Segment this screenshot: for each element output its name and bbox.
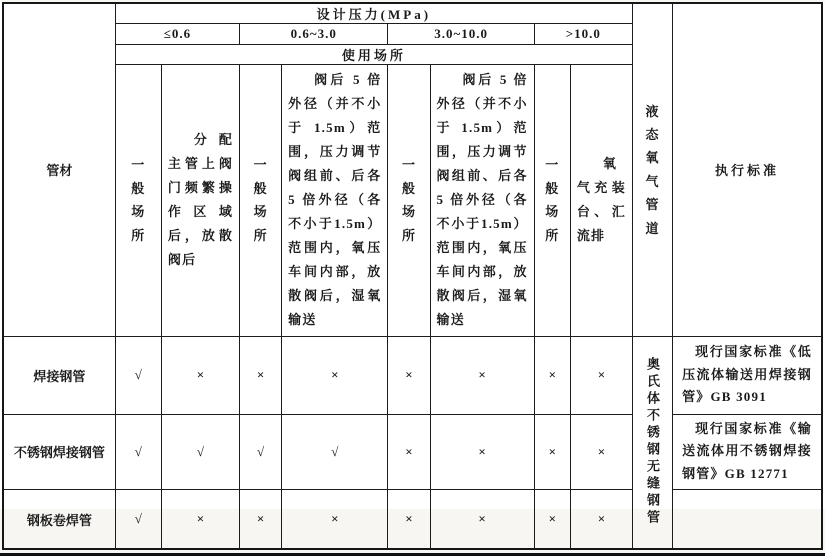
mark-cell: ×	[240, 489, 282, 549]
mark-cell: ×	[534, 489, 570, 549]
standard-cell	[673, 414, 822, 489]
mark-cell: ×	[430, 414, 534, 489]
liquid-oxygen-pipe-label: 液态氧气管道	[645, 103, 660, 236]
standard-cell	[673, 336, 822, 414]
standard-cell	[673, 489, 822, 549]
location-col-general-4	[534, 65, 570, 337]
mark-cell: ×	[282, 489, 388, 549]
standard-text: 现行国家标准《低压流体输送用焊接钢管》GB 3091	[682, 343, 812, 405]
location-col-general-1	[115, 65, 161, 337]
location-label: 阀后 5 倍外径（并不小于 1.5m）范围，压力调节阀组前、后各 5 倍外径（各不小于1.5m）范围内，氧压车间内部，放散阀后，湿氧输送	[436, 72, 528, 328]
pressure-range-1: ≤0.6	[115, 24, 239, 45]
mark-cell: √	[282, 414, 388, 489]
pipe-material-table	[2, 2, 823, 550]
mark-cell: ×	[570, 414, 632, 489]
location-col-after-valve-detail-2	[430, 65, 534, 337]
table-row	[3, 414, 822, 489]
mark-cell: ×	[570, 336, 632, 414]
location-label: 一般场所	[131, 157, 146, 243]
liquid-oxygen-material-text: 奥氏体不锈钢无缝钢管	[645, 357, 661, 528]
header-usage-location: 使用场所	[115, 45, 632, 65]
mark-cell: √	[115, 336, 161, 414]
location-col-after-valve-detail-1	[282, 65, 388, 337]
liquid-oxygen-material-cell	[632, 336, 672, 549]
table-row	[3, 3, 822, 24]
location-col-after-distribution-valve	[161, 65, 239, 337]
mark-cell: ×	[388, 336, 430, 414]
location-label: 一般场所	[253, 157, 268, 243]
header-design-pressure: 设计压力(MPa)	[115, 3, 632, 24]
material-name: 焊接钢管	[3, 336, 115, 414]
mark-cell: √	[115, 489, 161, 549]
mark-cell: ×	[161, 336, 239, 414]
location-label: 阀后 5 倍外径（并不小于 1.5m）范围，压力调节阀组前、后各 5 倍外径（各不小于1.5m）范围内，氧压车间内部，放散阀后，湿氧输送	[288, 72, 382, 328]
mark-cell: ×	[430, 336, 534, 414]
mark-cell: √	[115, 414, 161, 489]
standard-text	[675, 516, 819, 522]
mark-cell: ×	[388, 489, 430, 549]
mark-cell: √	[161, 414, 239, 489]
mark-cell: ×	[534, 336, 570, 414]
pressure-range-2: 0.6~3.0	[240, 24, 388, 45]
header-standard: 执行标准	[673, 3, 822, 336]
material-name: 钢板卷焊管	[3, 489, 115, 549]
mark-cell: ×	[240, 336, 282, 414]
standard-text: 现行国家标准《输送流体用不锈钢焊接钢管》GB 12771	[682, 420, 812, 482]
location-label: 氧气充装台、汇流排	[576, 156, 626, 244]
location-label: 一般场所	[545, 157, 560, 243]
mark-cell: ×	[388, 414, 430, 489]
document-page	[0, 2, 825, 528]
header-pipe-material: 管材	[3, 3, 115, 336]
mark-cell: ×	[430, 489, 534, 549]
mark-cell: ×	[534, 414, 570, 489]
pressure-range-3: 3.0~10.0	[388, 24, 534, 45]
header-liquid-oxygen-pipe	[632, 3, 672, 336]
location-label: 分配主管上阀门频繁操作区域后，放散阀后	[167, 132, 234, 268]
mark-cell: ×	[570, 489, 632, 549]
mark-cell: ×	[282, 336, 388, 414]
pressure-range-4: >10.0	[534, 24, 632, 45]
location-col-oxygen-filling	[570, 65, 632, 337]
mark-cell: ×	[161, 489, 239, 549]
location-label: 一般场所	[401, 157, 416, 243]
material-name: 不锈钢焊接钢管	[3, 414, 115, 489]
location-col-general-2	[240, 65, 282, 337]
location-col-general-3	[388, 65, 430, 337]
table-row	[3, 336, 822, 414]
table-row	[3, 489, 822, 549]
mark-cell: √	[240, 414, 282, 489]
